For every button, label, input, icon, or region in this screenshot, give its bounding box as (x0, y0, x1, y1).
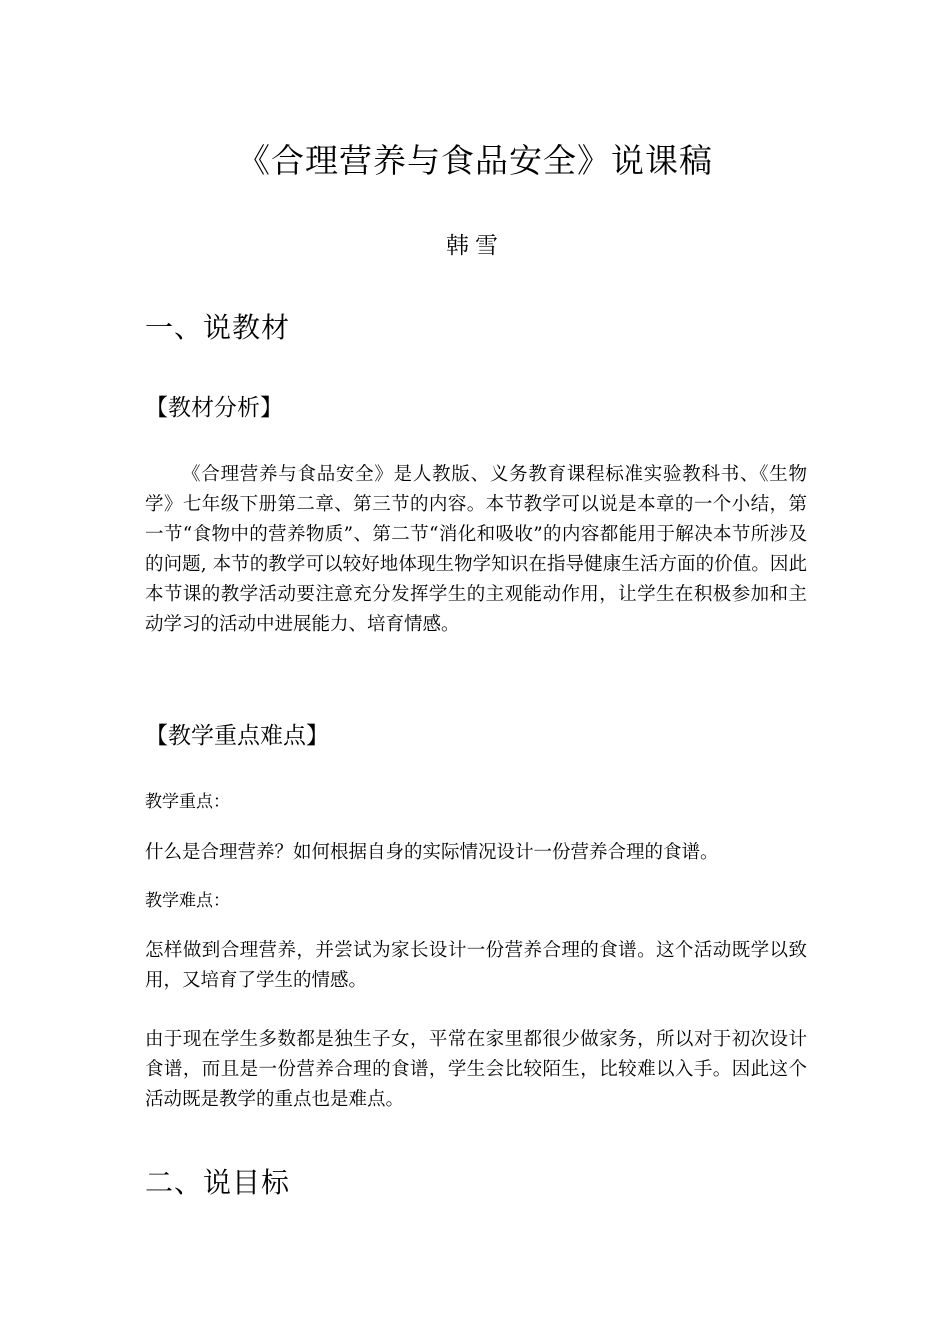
subheading-material-analysis: 【教材分析】 (145, 395, 283, 421)
paragraph-material-analysis: 《合理营养与食品安全》是人教版、义务教育课程标准实验教科书、《生物学》七年级下册第二章、第三节的内容。本节教学可以说是本章的一个小结，第一节“食物中的营养物质”、第二节“消化和吸收”的内容都能用于解决本节所涉及的问题, 本节的教学可以较好地体现生物学知识在指导健康生活方面的价值。因此本节课的教学活动要注意充分发挥学生的主观能动作用，让学生在积极参加和主动学习的活动中进展能力、培育情感。 (145, 464, 807, 635)
section-heading-objectives: 二、说目标 (145, 1166, 291, 1199)
document-author: 韩雪 (446, 233, 504, 259)
label-teaching-key-points: 教学重点： (145, 792, 230, 812)
section-heading-teaching-material: 一、说教材 (145, 311, 291, 344)
paragraph-teaching-difficulties-2: 由于现在学生多数都是独生子女，平常在家里都很少做家务，所以对于初次设计食谱，而且是一份营养合理的食谱，学生会比较陌生，比较难以入手。因此这个活动既是教学的重点也是难点。 (145, 1029, 807, 1110)
document-title: 《合理营养与食品安全》说课稿 (237, 141, 713, 180)
paragraph-teaching-difficulties-1: 怎样做到合理营养，并尝试为家长设计一份营养合理的食谱。这个活动既学以致用，又培育了学生的情感。 (145, 940, 807, 991)
subheading-key-difficult-points: 【教学重点难点】 (145, 723, 329, 749)
paragraph-teaching-key-points: 什么是合理营养？如何根据自身的实际情况设计一份营养合理的食谱。 (145, 842, 719, 863)
label-teaching-difficulties: 教学难点： (145, 891, 230, 911)
